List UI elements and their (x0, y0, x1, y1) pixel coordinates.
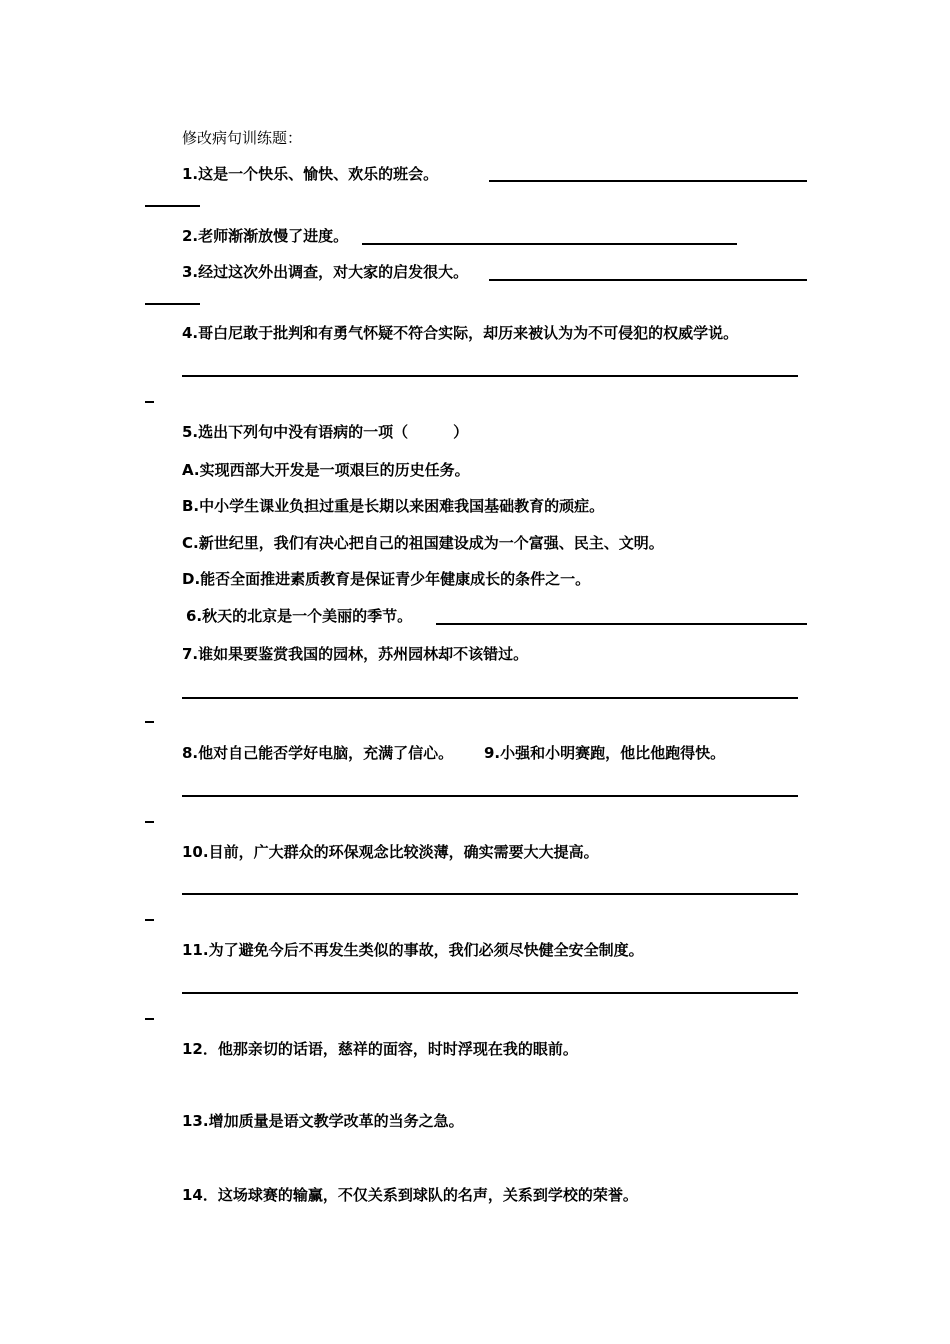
q5-option-a: A.实现西部大开发是一项艰巨的历史任务。 (182, 461, 470, 479)
answer-line-8 (182, 795, 798, 797)
q5-option-c: C.新世纪里，我们有决心把自己的祖国建设成为一个富强、民主、文明。 (182, 534, 664, 552)
answer-line-1-cont (145, 205, 200, 207)
answer-line-10 (182, 893, 798, 895)
answer-line-7-cont (145, 721, 154, 723)
question-2: 2.老师渐渐放慢了进度。 (182, 227, 349, 245)
question-10: 10.目前，广大群众的环保观念比较淡薄，确实需要大大提高。 (182, 843, 599, 861)
question-11: 11.为了避免今后不再发生类似的事故，我们必须尽快健全安全制度。 (182, 941, 644, 959)
question-8: 8.他对自己能否学好电脑，充满了信心。 (182, 744, 454, 762)
question-7: 7.谁如果要鉴赏我国的园林，苏州园林却不该错过。 (182, 645, 529, 663)
q5-option-b: B.中小学生课业负担过重是长期以来困难我国基础教育的顽症。 (182, 497, 605, 515)
worksheet-title: 修改病句训练题： (182, 129, 303, 147)
answer-line-7 (182, 697, 798, 699)
question-12: 12．他那亲切的话语，慈祥的面容，时时浮现在我的眼前。 (182, 1040, 578, 1058)
answer-line-6 (436, 623, 807, 625)
question-14: 14．这场球赛的输赢，不仅关系到球队的名声，关系到学校的荣誉。 (182, 1186, 638, 1204)
question-6: 6.秋天的北京是一个美丽的季节。 (186, 607, 413, 625)
question-9: 9.小强和小明赛跑，他比他跑得快。 (484, 744, 726, 762)
answer-line-2 (362, 243, 737, 245)
q5-option-d: D.能否全面推进素质教育是保证青少年健康成长的条件之一。 (182, 570, 591, 588)
answer-line-8-cont (145, 821, 154, 823)
answer-line-11 (182, 992, 798, 994)
answer-line-3-cont (145, 303, 200, 305)
question-3: 3.经过这次外出调查，对大家的启发很大。 (182, 263, 469, 281)
question-5: 5.选出下列句中没有语病的一项（ ） (182, 423, 469, 441)
question-1: 1.这是一个快乐、愉快、欢乐的班会。 (182, 165, 439, 183)
question-4: 4.哥白尼敢于批判和有勇气怀疑不符合实际，却历来被认为为不可侵犯的权威学说。 (182, 324, 739, 342)
answer-line-4 (182, 375, 798, 377)
answer-line-4-cont (145, 401, 154, 403)
answer-line-3 (489, 279, 807, 281)
question-13: 13.增加质量是语文教学改革的当务之急。 (182, 1112, 464, 1130)
answer-line-1 (489, 180, 807, 182)
answer-line-10-cont (145, 919, 154, 921)
answer-line-11-cont (145, 1018, 154, 1020)
